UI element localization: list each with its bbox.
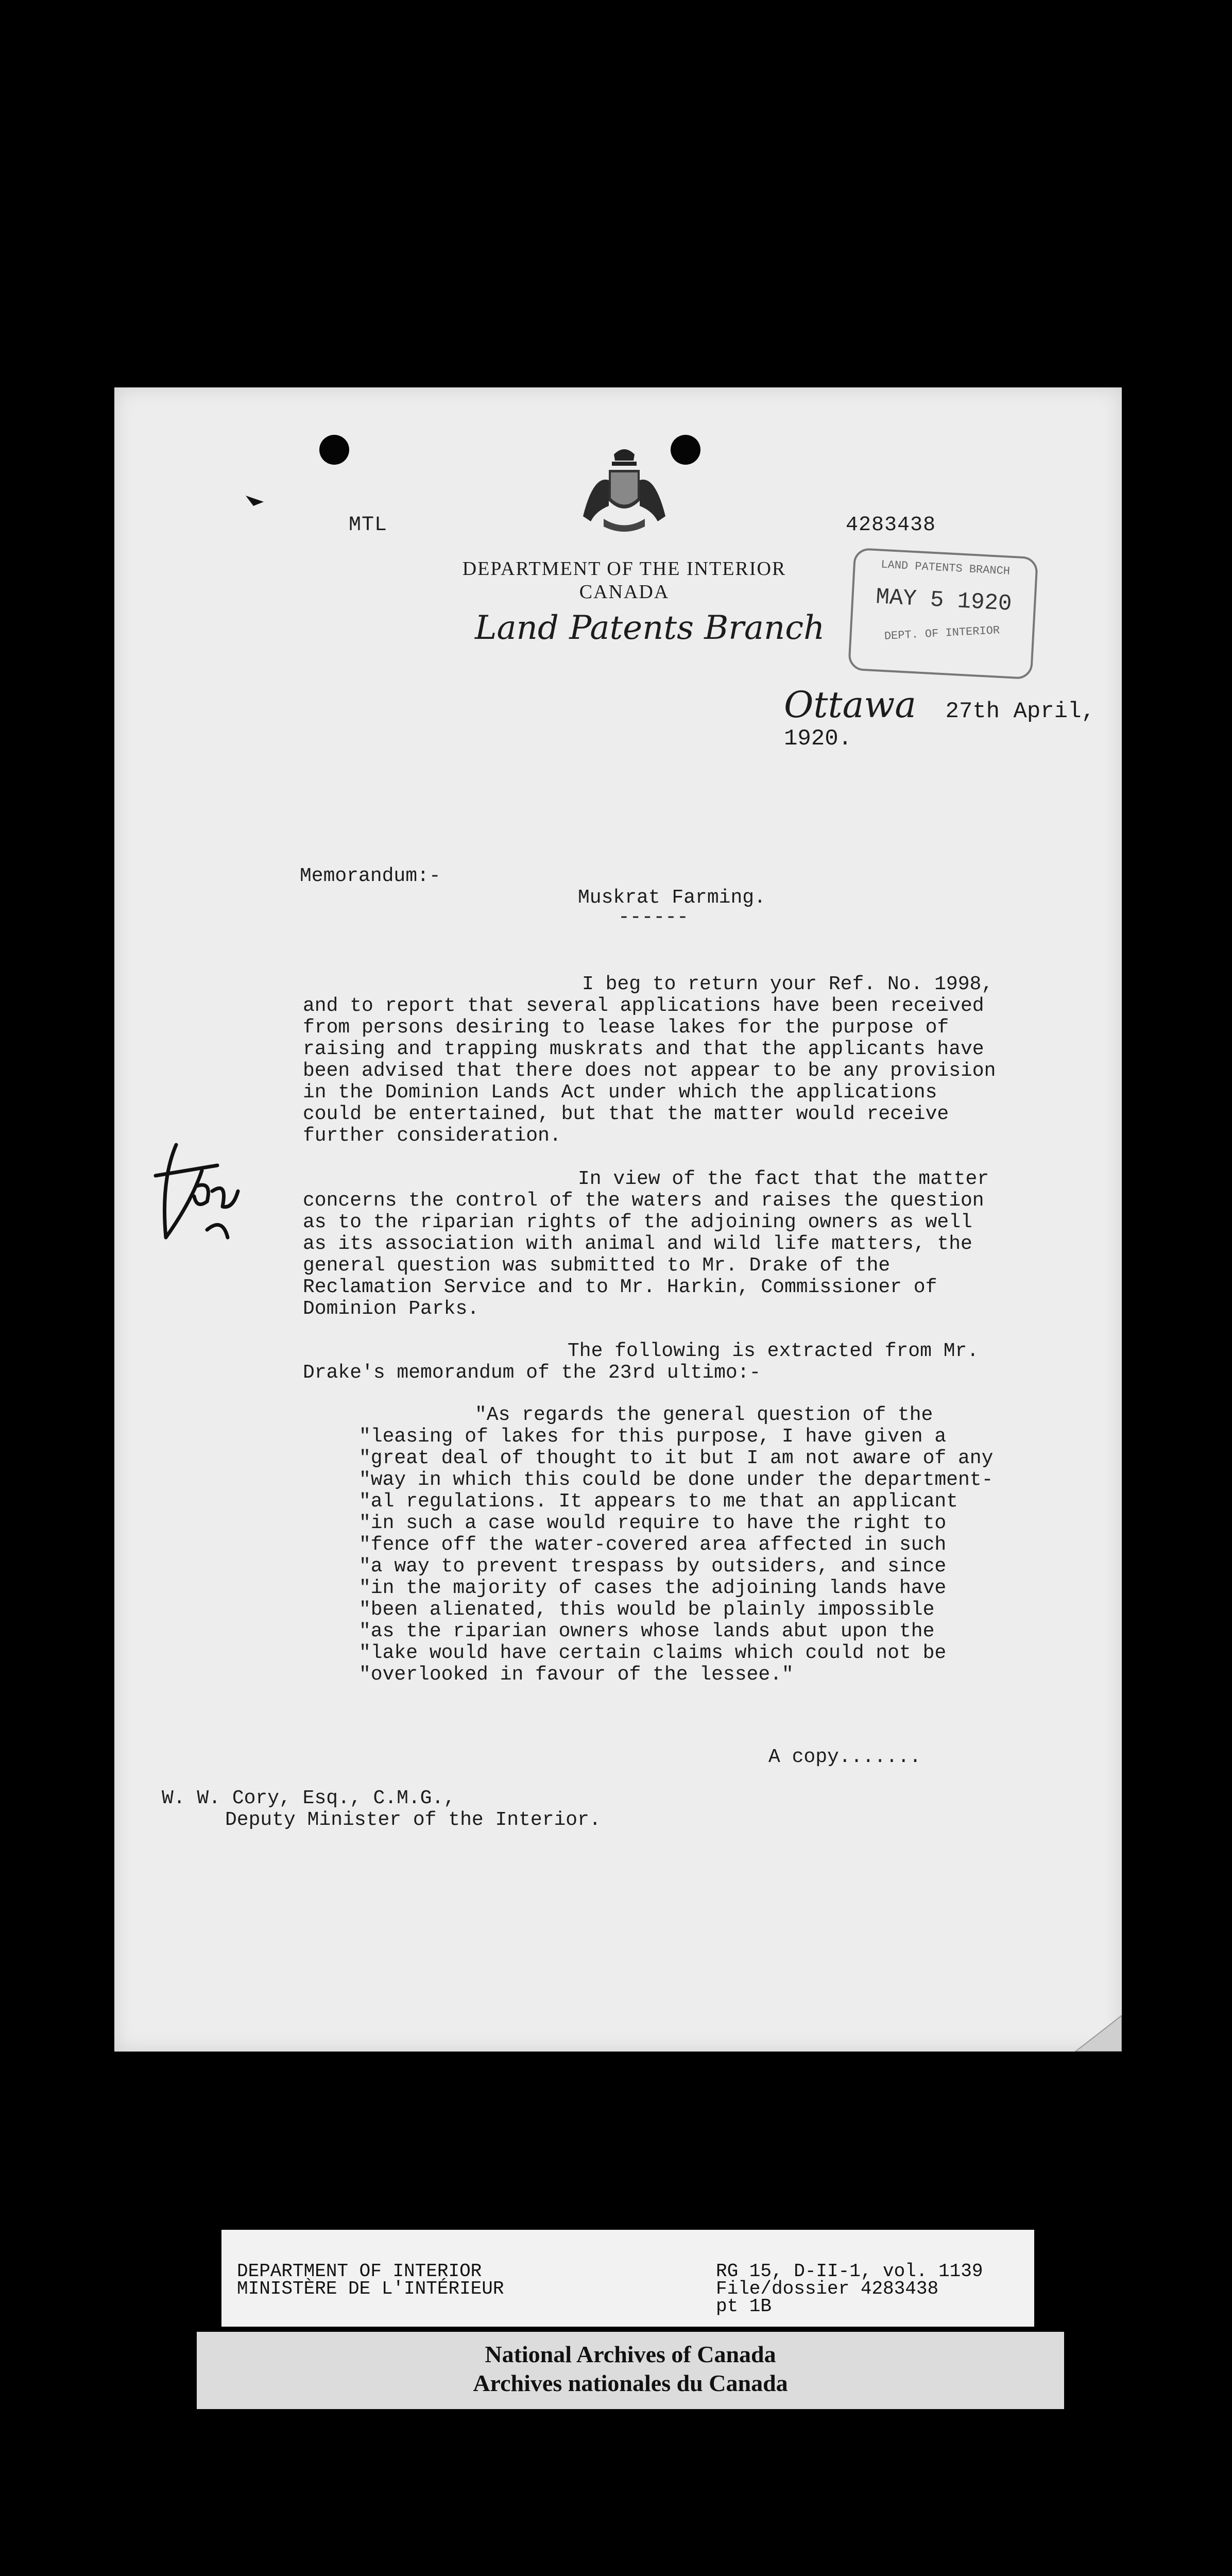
body-line: from persons desiring to lease lakes for the purpose of	[303, 1016, 949, 1039]
date-line	[784, 684, 1122, 752]
body-line: In view of the fact that the matter	[578, 1168, 989, 1190]
quote-line: "leasing of lakes for this purpose, I have given a	[359, 1426, 947, 1448]
quote-line: "been alienated, this would be plainly impossible	[359, 1599, 935, 1621]
body-line: further consideration.	[303, 1125, 561, 1147]
archive-reference-label	[221, 2230, 1034, 2327]
body-line: general question was submitted to Mr. Drake of the	[303, 1255, 891, 1277]
department-name: DEPARTMENT OF THE INTERIOR	[462, 558, 786, 580]
punch-hole-left	[319, 435, 349, 465]
city-name: Ottawa	[784, 684, 917, 726]
body-line: as to the riparian rights of the adjoining owners as well	[303, 1211, 972, 1233]
archive-name-label	[197, 2332, 1064, 2409]
memo-subject-underline: ------	[618, 906, 689, 928]
stamp-line-3: DEPT. OF INTERIOR	[884, 624, 1000, 643]
letter-date: 27th April, 1920.	[784, 699, 1095, 752]
received-stamp	[848, 548, 1038, 680]
body-line: Dominion Parks.	[303, 1298, 480, 1320]
stamp-date: MAY 5 1920	[875, 584, 1013, 617]
quote-line: "lake would have certain claims which could not be	[359, 1642, 947, 1664]
body-line: concerns the control of the waters and raises the question	[303, 1190, 984, 1212]
quote-line: "great deal of thought to it but I am not aware of any	[359, 1447, 994, 1469]
archive-file: File/dossier 4283438	[716, 2278, 939, 2299]
body-line: raising and trapping muskrats and that the applicants have	[303, 1038, 984, 1060]
left-code: MTL	[349, 514, 388, 537]
quote-line: "a way to prevent trespass by outsiders, and since	[359, 1555, 947, 1578]
archive-dept-en: DEPARTMENT OF INTERIOR	[237, 2261, 482, 2282]
quote-line: "overlooked in favour of the lessee."	[359, 1664, 794, 1686]
body-line: in the Dominion Lands Act under which the applications	[303, 1081, 937, 1104]
quote-line: "al regulations. It appears to me that an applicant	[359, 1490, 958, 1513]
coat-of-arms-icon	[568, 444, 681, 537]
body-line: The following is extracted from Mr.	[568, 1340, 979, 1362]
continuation-note: A copy.......	[768, 1746, 921, 1768]
quote-line: "in the majority of cases the adjoining lands have	[359, 1577, 947, 1599]
archive-part: pt 1B	[716, 2296, 772, 2317]
letter-page	[114, 387, 1122, 2052]
body-line: could be entertained, but that the matter would receive	[303, 1103, 949, 1125]
body-line: been advised that there does not appear to be any provision	[303, 1060, 996, 1082]
body-line: I beg to return your Ref. No. 1998,	[582, 973, 994, 995]
memo-heading: Memorandum:-	[300, 865, 441, 887]
file-number: 4283438	[846, 514, 936, 537]
body-line: Drake's memorandum of the 23rd ultimo:-	[303, 1362, 761, 1384]
quote-line: "way in which this could be done under the department-	[359, 1469, 994, 1491]
body-line: and to report that several applications have been received	[303, 995, 984, 1017]
body-line: Reclamation Service and to Mr. Harkin, Commissioner of	[303, 1276, 937, 1298]
quote-line: "As regards the general question of the	[475, 1404, 933, 1426]
country-name: CANADA	[579, 581, 670, 603]
addressee-title: Deputy Minister of the Interior.	[225, 1809, 601, 1831]
memo-subject: Muskrat Farming.	[578, 887, 766, 909]
stamp-line-1: LAND PATENTS BRANCH	[880, 558, 1011, 578]
archive-dept-fr: MINISTÈRE DE L'INTÉRIEUR	[237, 2278, 504, 2299]
branch-name: Land Patents Branch	[475, 609, 825, 647]
archive-name-en: National Archives of Canada	[485, 2341, 776, 2367]
folded-corner	[1065, 2005, 1122, 2052]
quote-line: "fence off the water-covered area affected in such	[359, 1534, 947, 1556]
body-line: as its association with animal and wild life matters, the	[303, 1233, 972, 1255]
handwritten-initials	[145, 1119, 248, 1253]
ink-mark	[243, 490, 269, 511]
quote-line: "as the riparian owners whose lands abut upon the	[359, 1620, 935, 1642]
quote-line: "in such a case would require to have the right to	[359, 1512, 947, 1534]
archive-name-fr: Archives nationales du Canada	[473, 2370, 788, 2396]
archive-ref: RG 15, D-II-1, vol. 1139	[716, 2261, 983, 2282]
addressee: W. W. Cory, Esq., C.M.G.,	[162, 1787, 456, 1809]
